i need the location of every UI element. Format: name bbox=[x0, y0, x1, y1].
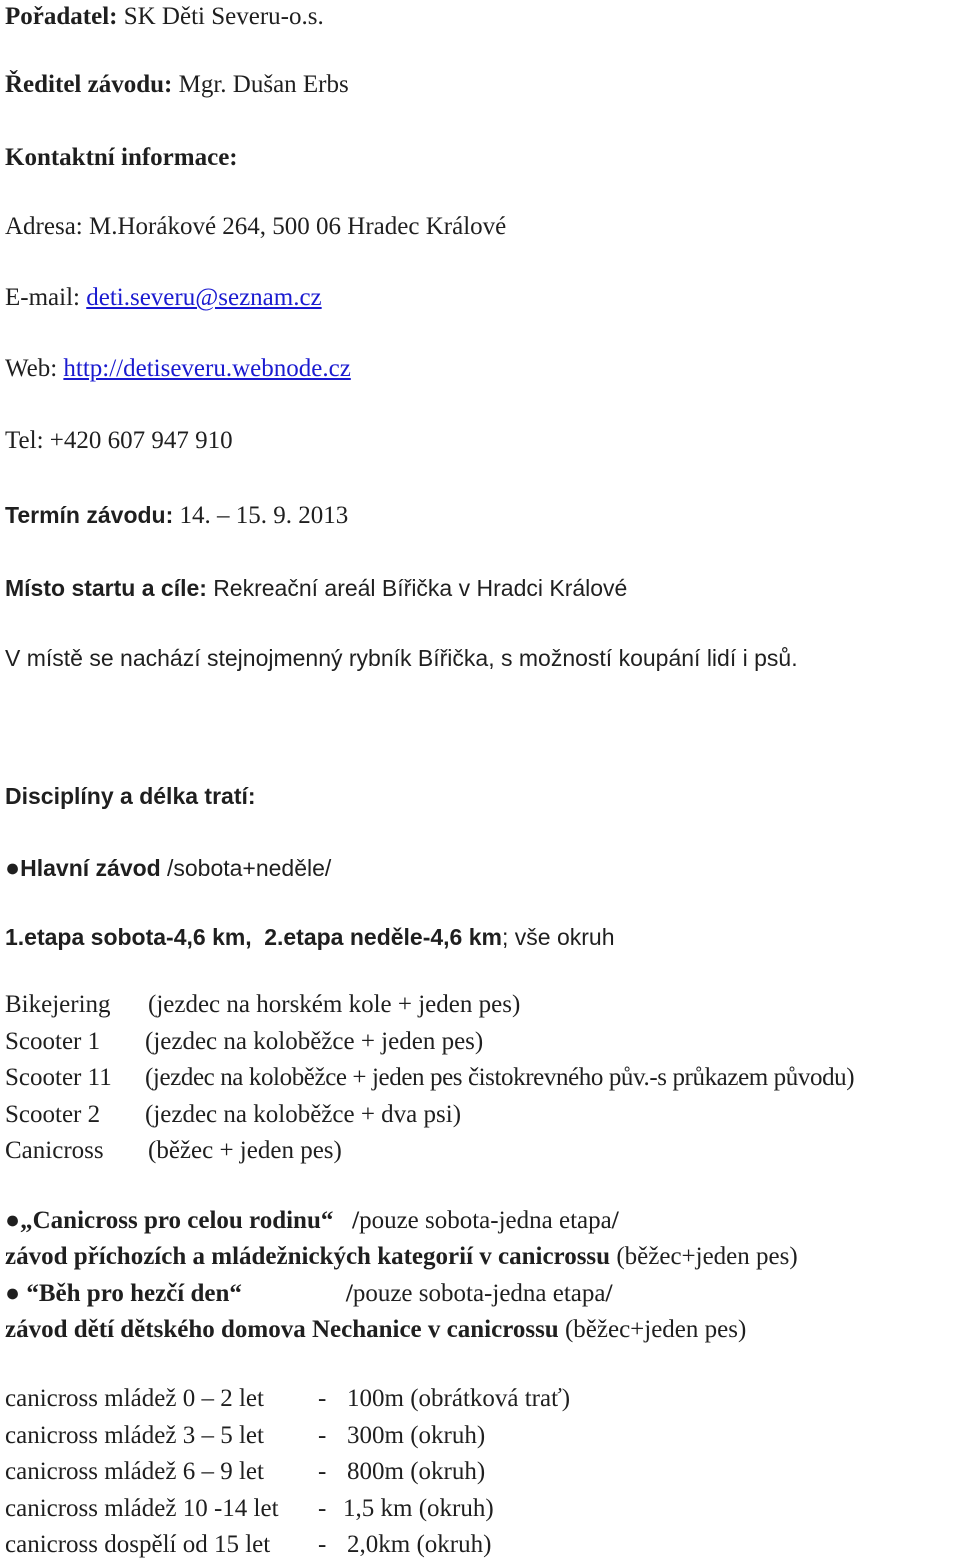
address-label: Adresa: bbox=[5, 213, 83, 240]
date-value: 14. – 15. 9. 2013 bbox=[179, 502, 349, 529]
web-line bbox=[5, 354, 351, 384]
web-label: Web: bbox=[5, 355, 58, 382]
bullet-icon: ● bbox=[5, 1280, 21, 1307]
category-desc: (běžec + jeden pes) bbox=[148, 1137, 342, 1164]
category-row bbox=[5, 1063, 960, 1093]
youth-row bbox=[5, 1457, 960, 1487]
youth-row bbox=[5, 1421, 960, 1451]
address-line bbox=[5, 212, 506, 242]
youth-distance: 2,0km (okruh) bbox=[347, 1531, 492, 1558]
youth-category: canicross mládež 3 – 5 let bbox=[5, 1422, 264, 1449]
tel-line bbox=[5, 426, 233, 456]
youth-category: canicross dospělí od 15 let bbox=[5, 1531, 271, 1558]
address-value: M.Horákové 264, 500 06 Hradec Králové bbox=[89, 213, 507, 240]
director-label: Ředitel závodu: bbox=[5, 71, 173, 98]
family-race-desc-plain: (běžec+jeden pes) bbox=[616, 1243, 798, 1270]
venue-note: V místě se nachází stejnojmenný rybník Bířička, s možností koupání lidí i psů. bbox=[5, 645, 798, 671]
email-line bbox=[5, 283, 322, 313]
email-link[interactable]: deti.severu@seznam.cz bbox=[86, 284, 322, 311]
better-day-desc-bold: závod dětí dětského domova Nechanice v canicrossu bbox=[5, 1316, 559, 1343]
better-day-title: “Běh pro hezčí den“ bbox=[26, 1280, 242, 1307]
category-desc: (jezdec na koloběžce + jeden pes) bbox=[145, 1028, 484, 1055]
category-desc: (jezdec na koloběžce + dva psi) bbox=[145, 1101, 462, 1128]
organizer-label: Pořadatel: bbox=[5, 3, 118, 30]
youth-sep: - bbox=[318, 1458, 327, 1485]
better-day-line bbox=[5, 1279, 612, 1309]
youth-distance: 100m (obrátková trať) bbox=[347, 1385, 571, 1412]
category-row bbox=[5, 990, 960, 1020]
youth-row bbox=[5, 1530, 960, 1560]
contact-heading: Kontaktní informace: bbox=[5, 144, 238, 171]
venue-value: Rekreační areál Bířička v Hradci Králové bbox=[213, 575, 628, 601]
slash: / bbox=[352, 1207, 360, 1234]
category-name: Scooter 2 bbox=[5, 1101, 101, 1128]
family-race-desc bbox=[5, 1242, 798, 1272]
category-row bbox=[5, 1027, 960, 1057]
venue-line bbox=[5, 573, 627, 604]
organizer-value: SK Děti Severu-o.s. bbox=[123, 3, 324, 30]
director-line bbox=[5, 70, 349, 100]
venue-label: Místo startu a cíle: bbox=[5, 575, 207, 601]
category-name: Bikejering bbox=[5, 991, 111, 1018]
youth-row bbox=[5, 1384, 960, 1414]
main-race-line bbox=[5, 853, 331, 884]
youth-distance: 300m (okruh) bbox=[347, 1422, 486, 1449]
youth-sep: - bbox=[318, 1495, 327, 1522]
tel-value: +420 607 947 910 bbox=[49, 427, 233, 454]
youth-category: canicross mládež 0 – 2 let bbox=[5, 1385, 264, 1412]
family-race-line bbox=[5, 1206, 619, 1236]
youth-sep: - bbox=[318, 1385, 327, 1412]
better-day-schedule: pouze sobota-jedna etapa bbox=[352, 1280, 606, 1307]
youth-distance: 1,5 km (okruh) bbox=[343, 1495, 494, 1522]
date-line bbox=[5, 500, 348, 531]
main-race-title: Hlavní závod bbox=[20, 855, 161, 881]
bullet-icon: ● bbox=[5, 1207, 21, 1234]
slash: / bbox=[605, 1280, 613, 1307]
main-race-days: /sobota+neděle/ bbox=[166, 855, 332, 881]
web-link[interactable]: http://detiseveru.webnode.cz bbox=[63, 355, 351, 382]
better-day-desc-plain: (běžec+jeden pes) bbox=[564, 1316, 747, 1343]
tel-label: Tel: bbox=[5, 427, 44, 454]
slash: / bbox=[611, 1207, 619, 1234]
family-race-schedule: pouze sobota-jedna etapa bbox=[359, 1207, 612, 1234]
category-desc: (jezdec na koloběžce + jeden pes čistokrevného pův.-s průkazem původu) bbox=[145, 1064, 855, 1091]
director-value: Mgr. Dušan Erbs bbox=[178, 71, 349, 98]
youth-category: canicross mládež 6 – 9 let bbox=[5, 1458, 264, 1485]
category-name: Scooter 1 bbox=[5, 1028, 101, 1055]
better-day-desc bbox=[5, 1315, 746, 1345]
stage2: 2.etapa neděle-4,6 km bbox=[264, 924, 502, 950]
stages-note: ; vše okruh bbox=[502, 924, 615, 950]
youth-sep: - bbox=[318, 1531, 327, 1558]
slash: / bbox=[345, 1280, 353, 1307]
date-label: Termín závodu: bbox=[5, 502, 174, 528]
category-name: Scooter 11 bbox=[5, 1064, 112, 1091]
stage1: 1.etapa sobota-4,6 km, bbox=[5, 924, 252, 950]
youth-row bbox=[5, 1494, 960, 1524]
youth-distance: 800m (okruh) bbox=[347, 1458, 486, 1485]
family-race-desc-bold: závod příchozích a mládežnických kategorií v canicrossu bbox=[5, 1243, 611, 1270]
stages-line bbox=[5, 922, 615, 953]
youth-category: canicross mládež 10 -14 let bbox=[5, 1495, 279, 1522]
bullet-icon: ● bbox=[5, 855, 21, 882]
category-desc: (jezdec na horském kole + jeden pes) bbox=[148, 991, 521, 1018]
organizer-line bbox=[5, 2, 324, 32]
youth-sep: - bbox=[318, 1422, 327, 1449]
category-row bbox=[5, 1100, 960, 1130]
category-name: Canicross bbox=[5, 1137, 104, 1164]
category-row bbox=[5, 1136, 960, 1166]
email-label: E-mail: bbox=[5, 284, 80, 311]
disciplines-heading: Disciplíny a délka tratí: bbox=[5, 783, 256, 809]
family-race-title: „Canicross pro celou rodinu“ bbox=[20, 1207, 334, 1234]
